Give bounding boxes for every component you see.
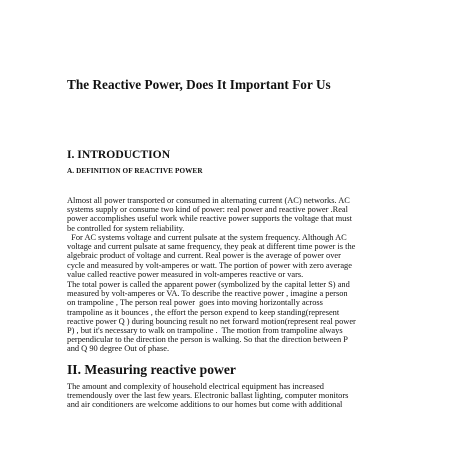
text-line: and Q 90 degree Out of phase. <box>67 344 170 354</box>
text-line: trampoline as it bounces , the effort the person expend to keep standing(represent <box>67 307 340 317</box>
text-line: cycle and measured by volt-amperes or watt. The portion of power with zero average <box>67 260 352 270</box>
text-line: algebraic product of voltage and current. Real power is the average of power over <box>67 251 341 261</box>
text-line: on trampoline , The person real power goes into moving horizontally across <box>67 298 323 308</box>
text-line: power accomplishes useful work while reactive power supports the voltage that must <box>67 214 352 224</box>
paragraph <box>67 382 397 410</box>
paragraph <box>67 233 397 279</box>
text-line: P) , but it's necessary to walk on trampoline . The motion from trampoline always <box>67 326 343 336</box>
document-title: The Reactive Power, Does It Important For Us <box>67 77 331 92</box>
section-heading-measuring: II. Measuring reactive power <box>67 362 236 377</box>
text-line: voltage and current pulsate at same frequency, they peak at different time power is the <box>67 242 356 252</box>
text-line: value called reactive power measured in volt-amperes reactive or vars. <box>67 269 304 279</box>
paragraph <box>67 280 397 354</box>
text-line: Almost all power transported or consumed in alternating current (AC) networks. AC <box>67 196 350 205</box>
subsection-heading-definition: A. DEFINITION OF REACTIVE POWER <box>67 167 203 175</box>
text-line: tremendously over the last few years. Electronic ballast lighting, computer monitors <box>67 391 349 401</box>
section-heading-introduction: I. INTRODUCTION <box>67 148 171 161</box>
text-line: measured by volt-amperes or VA. To describe the reactive power , imagine a person <box>67 289 348 299</box>
text-line: perpendicular to the direction the person is walking. So that the direction between P <box>67 335 348 345</box>
text-line: be controlled for system reliability. <box>67 223 185 233</box>
text-line: and air conditioners are welcome additions to our homes but come with additional <box>67 400 343 410</box>
text-line: The amount and complexity of household electrical equipment has increased <box>67 382 324 391</box>
text-line: reactive power Q ) during bouncing result no net forward motion(represent real power <box>67 316 356 326</box>
text-line: For AC systems voltage and current pulsate at the system frequency. Although AC <box>67 233 347 242</box>
paragraph <box>67 196 397 233</box>
text-line: systems supply or consume two kind of power: real power and reactive power .Real <box>67 205 348 215</box>
text-line: The total power is called the apparent power (symbolized by the capital letter S) and <box>67 280 350 289</box>
